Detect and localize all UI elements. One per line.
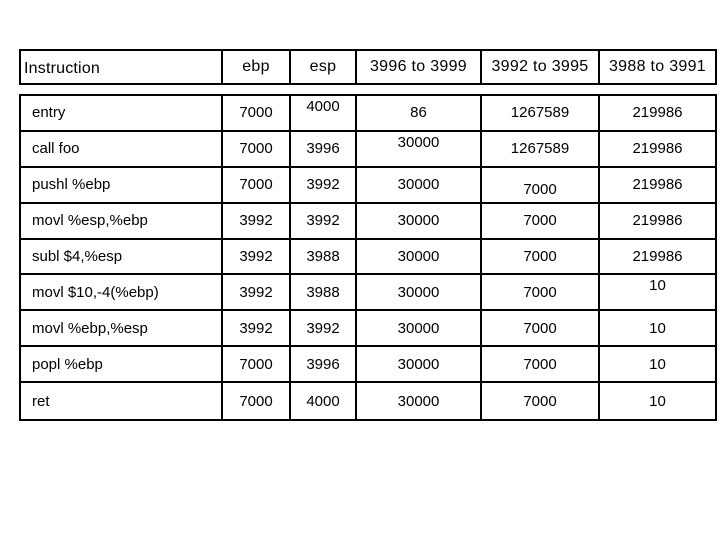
table-row-movl-10 [21, 275, 715, 311]
table-row-popl-ebp [21, 347, 715, 383]
ebp-cell: 7000 [223, 96, 291, 132]
ebp-cell: 7000 [223, 168, 291, 204]
mem-3992-cell: 7000 [482, 204, 600, 240]
instruction-table-body [19, 94, 717, 421]
mem-3996-cell: 86 [357, 96, 482, 132]
mem-3996-cell: 30000 [357, 204, 482, 240]
esp-cell: 3988 [291, 240, 357, 276]
table-row-entry [21, 96, 715, 132]
mem-3996-cell: 30000 [357, 132, 482, 168]
mem-3996-cell: 30000 [357, 311, 482, 347]
mem-3988-cell: 10 [600, 275, 715, 311]
header-row [21, 51, 715, 83]
ebp-cell: 7000 [223, 383, 291, 419]
instruction-cell: ret [21, 383, 223, 419]
instruction-cell: movl %esp,%ebp [21, 204, 223, 240]
ebp-cell: 7000 [223, 347, 291, 383]
mem-3988-cell: 219986 [600, 204, 715, 240]
instruction-cell: movl %ebp,%esp [21, 311, 223, 347]
esp-cell: 3992 [291, 204, 357, 240]
table-row-movl-esp-ebp [21, 204, 715, 240]
esp-cell: 3996 [291, 347, 357, 383]
mem-3992-cell: 7000 [482, 240, 600, 276]
mem-3992-cell: 7000 [482, 347, 600, 383]
header-mem-3996-3999: 3996 to 3999 [357, 51, 482, 83]
instruction-cell: subl $4,%esp [21, 240, 223, 276]
instruction-cell: call foo [21, 132, 223, 168]
table-row-pushl-ebp [21, 168, 715, 204]
esp-cell: 3992 [291, 311, 357, 347]
mem-3992-cell: 1267589 [482, 132, 600, 168]
mem-3988-cell: 10 [600, 311, 715, 347]
table-row-subl-4-esp [21, 240, 715, 276]
mem-3988-cell: 219986 [600, 168, 715, 204]
instruction-cell: entry [21, 96, 223, 132]
mem-3992-cell: 7000 [482, 383, 600, 419]
ebp-cell: 3992 [223, 240, 291, 276]
header-ebp: ebp [223, 51, 291, 83]
table-row-movl-ebp-esp [21, 311, 715, 347]
esp-cell: 4000 [291, 96, 357, 132]
header-mem-3992-3995: 3992 to 3995 [482, 51, 600, 83]
mem-3996-cell: 30000 [357, 168, 482, 204]
mem-3992-cell: 7000 [482, 168, 600, 204]
table-row-call-foo [21, 132, 715, 168]
ebp-cell: 7000 [223, 132, 291, 168]
instruction-cell: pushl %ebp [21, 168, 223, 204]
esp-cell: 3992 [291, 168, 357, 204]
mem-3992-cell: 7000 [482, 311, 600, 347]
mem-3992-cell: 1267589 [482, 96, 600, 132]
esp-cell: 3996 [291, 132, 357, 168]
mem-3988-cell: 10 [600, 347, 715, 383]
header-instruction: Instruction [21, 51, 223, 83]
esp-cell: 3988 [291, 275, 357, 311]
instruction-cell: movl $10,-4(%ebp) [21, 275, 223, 311]
ebp-cell: 3992 [223, 204, 291, 240]
table-row-ret [21, 383, 715, 419]
mem-3996-cell: 30000 [357, 275, 482, 311]
mem-3996-cell: 30000 [357, 347, 482, 383]
instruction-table-header [19, 49, 717, 85]
mem-3988-cell: 219986 [600, 240, 715, 276]
mem-3988-cell: 219986 [600, 96, 715, 132]
header-esp: esp [291, 51, 357, 83]
ebp-cell: 3992 [223, 275, 291, 311]
mem-3996-cell: 30000 [357, 240, 482, 276]
header-mem-3988-3991: 3988 to 3991 [608, 58, 707, 75]
instruction-cell: popl %ebp [21, 347, 223, 383]
mem-3988-cell: 219986 [600, 132, 715, 168]
mem-3988-cell: 10 [649, 392, 666, 410]
mem-3992-cell: 7000 [482, 275, 600, 311]
ebp-cell: 3992 [223, 311, 291, 347]
esp-cell: 4000 [291, 383, 357, 419]
mem-3996-cell: 30000 [357, 383, 482, 419]
